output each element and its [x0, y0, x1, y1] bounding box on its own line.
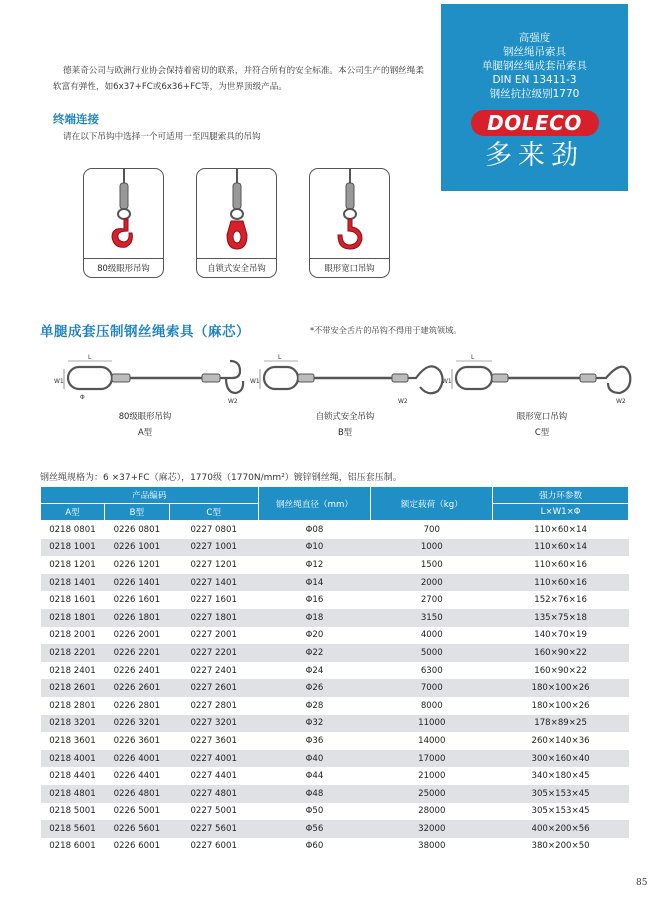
- table-cell: 0218 5601: [41, 820, 105, 838]
- hook-card-safety: [196, 168, 277, 278]
- table-cell: 0227 5601: [169, 820, 258, 838]
- table-cell: 0227 1601: [190, 595, 237, 606]
- table-cell: 2000: [371, 574, 493, 592]
- header-product-code: 产品编码: [41, 487, 259, 504]
- diagram-type: A型: [137, 427, 153, 437]
- sling-diagram-c: [440, 353, 640, 408]
- table-cell: 1000: [371, 539, 493, 557]
- table-cell: 160×90×22: [493, 644, 629, 662]
- header-ring-dims: L×W1×Φ: [493, 504, 629, 521]
- table-row: [41, 697, 629, 715]
- table-cell: 0226 5001: [113, 806, 161, 817]
- table-cell: 305×153×45: [531, 806, 590, 817]
- table-cell: Φ36: [305, 735, 324, 746]
- table-cell: 0227 0801: [190, 524, 237, 535]
- sling-diagram-a: [40, 353, 245, 408]
- table-cell: Φ14: [258, 574, 371, 592]
- table-cell: Φ60: [305, 841, 324, 852]
- dim-w2-label: W2: [228, 398, 238, 405]
- table-row: [41, 732, 629, 750]
- diagram-a-caption: [85, 408, 205, 440]
- table-cell: 152×76×16: [534, 595, 587, 606]
- header-type-a: A型: [41, 504, 105, 521]
- table-cell: 7000: [371, 679, 493, 697]
- table-cell: 0227 2001: [190, 630, 237, 641]
- intro-paragraph: 德莱奇公司与欧洲行业协会保持着密切的联系，并符合所有的安全标准。本公司生产的钢丝绳柔软富有弹性，如6x37+FC或6x36+FC等，为世界顶级产品。: [53, 66, 424, 92]
- table-cell: 0227 4001: [169, 750, 258, 768]
- table-cell: 0226 4401: [113, 771, 161, 782]
- hook-card-label: 80级眼形吊钩: [84, 258, 163, 277]
- header-ring-params: 强力环参数: [493, 487, 629, 504]
- table-cell: 0227 2801: [190, 700, 237, 711]
- table-cell: 0218 1201: [49, 559, 96, 570]
- table-row: [41, 767, 629, 785]
- table-cell: 340×180×45: [531, 771, 590, 782]
- table-cell: 110×60×14: [493, 539, 629, 557]
- table-cell: 0218 4001: [41, 750, 105, 768]
- wide-hook-icon: [310, 169, 389, 259]
- table-cell: Φ26: [258, 679, 371, 697]
- table-cell: 0226 1001: [104, 539, 169, 557]
- table-cell: Φ22: [258, 644, 371, 662]
- terminal-section-subtitle: 请在以下吊钩中选择一个可适用一至四腿索具的吊钩: [63, 132, 261, 142]
- table-cell: 0227 3601: [190, 735, 237, 746]
- table-row: [41, 521, 629, 539]
- brand-line: 钢丝绳吊索具: [503, 46, 566, 58]
- table-cell: 700: [423, 524, 440, 535]
- dim-w2-label: W2: [616, 398, 626, 405]
- table-cell: 17000: [371, 750, 493, 768]
- table-cell: Φ28: [305, 700, 324, 711]
- table-cell: 0226 5601: [104, 820, 169, 838]
- table-cell: 28000: [418, 806, 446, 817]
- table-cell: 0227 1801: [169, 609, 258, 627]
- header-rated-load: 额定载荷（kg）: [371, 487, 493, 521]
- table-cell: 110×60×14: [534, 524, 587, 535]
- table-row: [41, 750, 629, 768]
- table-row: [41, 785, 629, 803]
- table-cell: Φ32: [258, 715, 371, 733]
- table-cell: Φ24: [305, 665, 324, 676]
- table-cell: 0218 4801: [41, 785, 105, 803]
- table-cell: 0226 1401: [104, 574, 169, 592]
- table-cell: 0226 1801: [104, 609, 169, 627]
- table-cell: 0226 4801: [104, 785, 169, 803]
- hook-card-label: 眼形宽口吊钩: [310, 258, 389, 277]
- diagram-c-caption: [482, 408, 602, 440]
- table-cell: 0226 4001: [104, 750, 169, 768]
- table-cell: Φ08: [305, 524, 324, 535]
- table-cell: 11000: [371, 715, 493, 733]
- table-row: [41, 609, 629, 627]
- brand-line: 单腿钢丝绳成套吊索具: [482, 60, 587, 72]
- terminal-section-title: 终端连接: [53, 112, 99, 126]
- table-row: [41, 838, 629, 856]
- table-cell: 1500: [420, 559, 443, 570]
- safety-hook-icon: [197, 169, 276, 259]
- dim-l-label: L: [88, 354, 92, 361]
- table-cell: 110×60×16: [534, 559, 587, 570]
- table-cell: 0218 2601: [41, 679, 105, 697]
- dim-l-label: L: [278, 354, 282, 361]
- brand-lines: [441, 31, 628, 101]
- table-cell: 0218 1801: [41, 609, 105, 627]
- table-cell: 0227 2601: [169, 679, 258, 697]
- table-cell: 0226 2001: [113, 630, 161, 641]
- table-cell: 0226 2801: [113, 700, 161, 711]
- table-cell: 0226 6001: [113, 841, 161, 852]
- table-cell: 14000: [418, 735, 446, 746]
- table-row: [41, 644, 629, 662]
- table-cell: 0227 1201: [190, 559, 237, 570]
- table-cell: 140×70×19: [534, 630, 587, 641]
- table-cell: 0218 6001: [49, 841, 96, 852]
- table-cell: Φ40: [258, 750, 371, 768]
- diagram-name: 眼形宽口吊钩: [516, 411, 568, 421]
- table-cell: 0226 0801: [113, 524, 161, 535]
- diagram-name: 自锁式安全吊钩: [315, 411, 375, 421]
- table-cell: 0218 0801: [49, 524, 96, 535]
- diagram-b-caption: [285, 408, 405, 440]
- table-cell: 4000: [420, 630, 443, 641]
- table-cell: 0218 5001: [49, 806, 96, 817]
- table-cell: 380×200×50: [531, 841, 590, 852]
- table-row: [41, 820, 629, 838]
- table-cell: 0218 2401: [49, 665, 96, 676]
- table-cell: 0218 3201: [41, 715, 105, 733]
- table-cell: Φ12: [305, 559, 324, 570]
- table-cell: 0218 2001: [49, 630, 96, 641]
- brand-line: 高强度: [518, 32, 551, 44]
- table-cell: 0226 3601: [113, 735, 161, 746]
- table-cell: 0218 1601: [49, 595, 96, 606]
- table-row: [41, 679, 629, 697]
- table-row: [41, 574, 629, 592]
- table-row: [41, 556, 629, 574]
- dim-w1-label: W1: [54, 378, 64, 385]
- table-cell: 0227 5001: [190, 806, 237, 817]
- header-type-b: B型: [104, 504, 169, 521]
- eye-hook-icon: [84, 169, 163, 259]
- diagram-name: 80级眼形吊钩: [118, 411, 172, 421]
- brand-panel: [441, 4, 628, 191]
- table-cell: 180×100×26: [531, 700, 590, 711]
- wire-rope-spec: 钢丝绳规格为：6 ×37+FC（麻芯），1770级（1770N/mm²）镀锌钢丝绳，铝压套压制。: [40, 473, 402, 483]
- doleco-logo: DOLECO: [471, 110, 599, 136]
- table-row: [41, 715, 629, 733]
- table-cell: Φ16: [305, 595, 324, 606]
- table-cell: 0227 1401: [169, 574, 258, 592]
- table-cell: 0226 3201: [104, 715, 169, 733]
- table-cell: 180×100×26: [493, 679, 629, 697]
- table-cell: 300×160×40: [493, 750, 629, 768]
- brand-line: 钢丝抗拉级别1770: [489, 88, 580, 100]
- table-cell: 0218 2201: [41, 644, 105, 662]
- dim-l-label: L: [471, 354, 475, 361]
- table-cell: 2700: [420, 595, 443, 606]
- header-type-c: C型: [169, 504, 258, 521]
- table-cell: Φ48: [258, 785, 371, 803]
- table-cell: 135×75×18: [493, 609, 629, 627]
- table-cell: 0218 1401: [41, 574, 105, 592]
- table-cell: 32000: [371, 820, 493, 838]
- table-cell: 0227 2401: [190, 665, 237, 676]
- diagram-type: B型: [337, 427, 353, 437]
- table-cell: 0226 2201: [104, 644, 169, 662]
- brand-line: DIN EN 13411-3: [492, 74, 577, 86]
- table-cell: 0227 1001: [169, 539, 258, 557]
- table-row: [41, 591, 629, 609]
- table-cell: Φ50: [305, 806, 324, 817]
- table-cell: 0218 1001: [41, 539, 105, 557]
- table-cell: Φ20: [305, 630, 324, 641]
- table-cell: Φ56: [258, 820, 371, 838]
- table-cell: 0227 3201: [169, 715, 258, 733]
- table-cell: 0226 2601: [104, 679, 169, 697]
- table-cell: Φ44: [305, 771, 324, 782]
- product-section-title: 单腿成套压制钢丝绳索具（麻芯）: [40, 324, 250, 340]
- table-cell: 305×153×45: [493, 785, 629, 803]
- table-row: [41, 662, 629, 680]
- spec-table: [40, 486, 629, 855]
- table-cell: 25000: [371, 785, 493, 803]
- table-cell: 0226 2401: [113, 665, 161, 676]
- table-row: [41, 803, 629, 821]
- table-cell: 0218 3601: [49, 735, 96, 746]
- diagram-type: C型: [534, 427, 550, 437]
- table-cell: 0218 2801: [49, 700, 96, 711]
- table-cell: 38000: [418, 841, 446, 852]
- table-cell: 5000: [371, 644, 493, 662]
- hook-card-wide: [309, 168, 390, 278]
- table-cell: 0227 4801: [169, 785, 258, 803]
- table-cell: 400×200×56: [493, 820, 629, 838]
- table-cell: 160×90×22: [534, 665, 587, 676]
- table-cell: Φ10: [258, 539, 371, 557]
- table-row: [41, 627, 629, 645]
- table-cell: 0218 4401: [49, 771, 96, 782]
- table-cell: 0227 2201: [169, 644, 258, 662]
- table-cell: 0227 6001: [190, 841, 237, 852]
- hook-card-eye: [83, 168, 164, 278]
- spec-table-body: [41, 521, 629, 856]
- svg-text:Φ: Φ: [80, 394, 85, 401]
- page-number: 85: [636, 878, 648, 888]
- table-cell: 110×60×16: [493, 574, 629, 592]
- table-cell: 6300: [420, 665, 443, 676]
- table-cell: Φ18: [258, 609, 371, 627]
- table-cell: 260×140×36: [531, 735, 590, 746]
- table-cell: 3150: [371, 609, 493, 627]
- hook-card-label: 自锁式安全吊钩: [197, 258, 276, 277]
- table-cell: 178×89×25: [493, 715, 629, 733]
- table-cell: 0226 1201: [113, 559, 161, 570]
- table-cell: 0227 4401: [190, 771, 237, 782]
- dim-w2-label: W2: [398, 398, 408, 405]
- brand-chinese-name: 多来劲: [485, 140, 584, 171]
- table-row: [41, 539, 629, 557]
- table-cell: 0226 1601: [113, 595, 161, 606]
- table-cell: 21000: [418, 771, 446, 782]
- dim-w1-label: W1: [250, 378, 260, 385]
- header-diameter: 钢丝绳直径（mm）: [258, 487, 371, 521]
- safety-note: *不带安全舌片的吊钩不得用于建筑领域。: [310, 325, 462, 335]
- dim-w1-label: W1: [442, 378, 452, 385]
- table-cell: 8000: [420, 700, 443, 711]
- sling-diagram-b: [248, 353, 453, 408]
